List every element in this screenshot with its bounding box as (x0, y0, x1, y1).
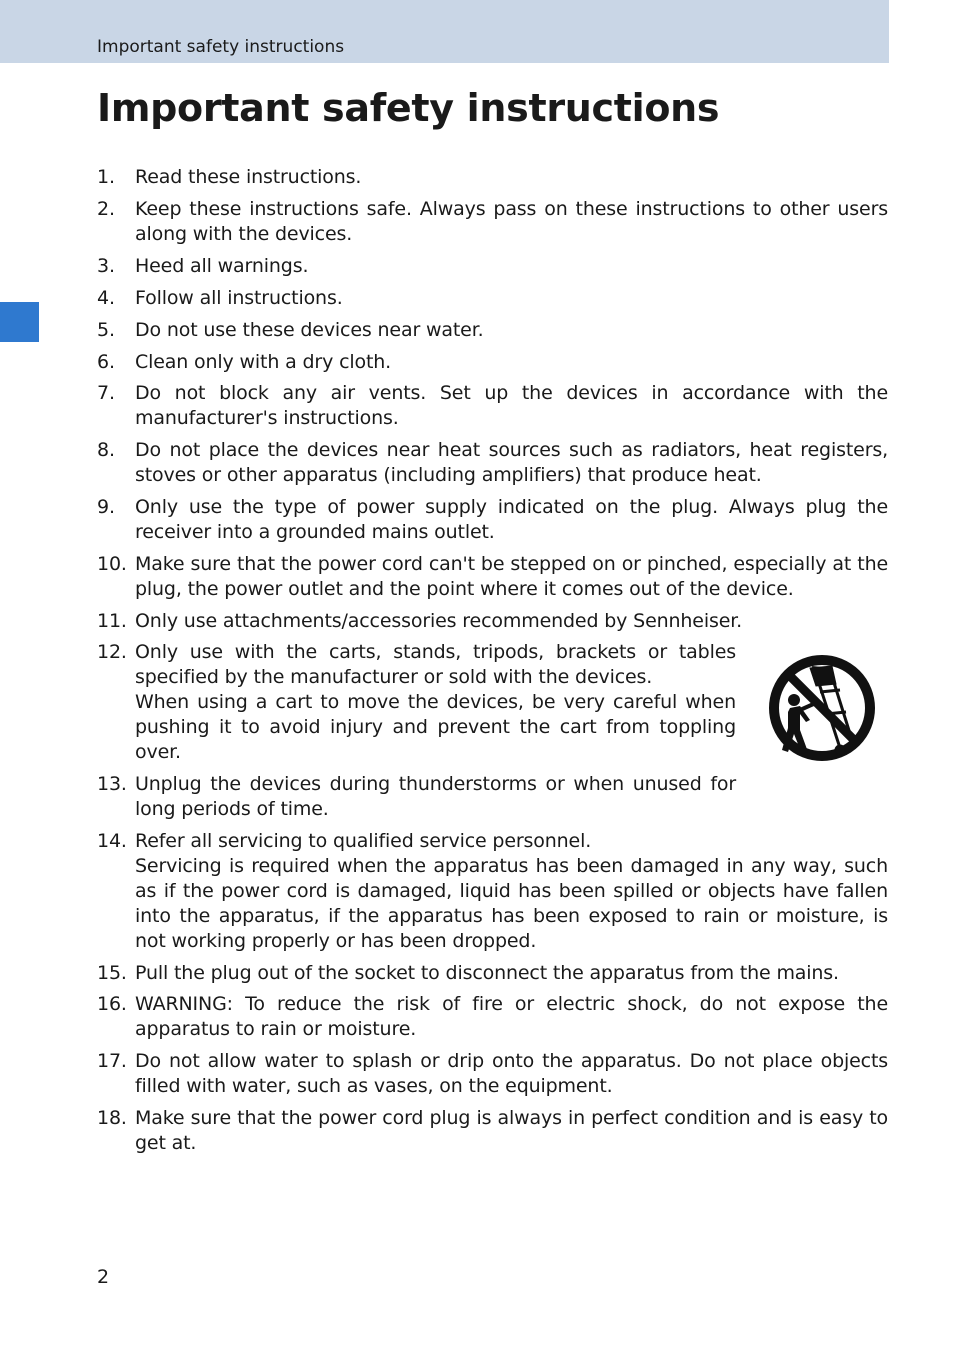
chapter-tab-marker (0, 302, 39, 342)
item-paragraph: Servicing is required when the apparatus has been damaged in any way, such as if the power cord is damaged, liquid has been spilled or objects have fallen into the apparatus, if the apparatus has been exposed to rain or moisture, is not working properly or has been dropped. (135, 855, 888, 952)
item-number: 6. (97, 351, 115, 373)
item-text: Do not allow water to splash or drip onto the apparatus. Do not place objects filled with water, such as vases, on the equipment. (135, 1050, 888, 1097)
list-item (97, 772, 736, 822)
list-item (97, 438, 888, 488)
item-text: Make sure that the power cord plug is always in perfect condition and is easy to get at. (135, 1107, 888, 1154)
item-text (135, 829, 888, 954)
item-text: Do not block any air vents. Set up the devices in accordance with the manufacturer's instructions. (135, 382, 888, 429)
item-number: 8. (97, 439, 115, 461)
item-number: 11. (97, 610, 127, 632)
item-number: 17. (97, 1050, 127, 1072)
item-paragraph: Refer all servicing to qualified service personnel. (135, 830, 592, 852)
item-number: 4. (97, 287, 115, 309)
list-item (97, 961, 888, 986)
list-item (97, 286, 888, 311)
item-text: Read these instructions. (135, 166, 362, 188)
item-text: Keep these instructions safe. Always pass on these instructions to other users along with the devices. (135, 198, 888, 245)
page-number: 2 (97, 1266, 110, 1288)
item-number: 1. (97, 166, 115, 188)
list-item (97, 1049, 888, 1099)
item-number: 7. (97, 382, 115, 404)
item-text: Clean only with a dry cloth. (135, 351, 392, 373)
page-title: Important safety instructions (97, 86, 720, 130)
item-text: Do not place the devices near heat sources such as radiators, heat registers, stoves or other apparatus (including amplifiers) that produce heat. (135, 439, 888, 486)
item-text: Heed all warnings. (135, 255, 309, 277)
list-item (97, 609, 888, 634)
item-number: 10. (97, 553, 127, 575)
list-item (97, 829, 888, 954)
item-text: Make sure that the power cord can't be stepped on or pinched, especially at the plug, the power outlet and the point where it comes out of the device. (135, 553, 888, 600)
item-paragraph: Only use with the carts, stands, tripods, brackets or tables specified by the manufacturer or sold with the devices. (135, 641, 736, 688)
item-text: WARNING: To reduce the risk of fire or electric shock, do not expose the apparatus to rain or moisture. (135, 993, 888, 1040)
list-item (97, 318, 888, 343)
item-text: Do not use these devices near water. (135, 319, 484, 341)
no-cart-tipover-icon (766, 648, 888, 768)
item-number: 12. (97, 641, 127, 663)
item-number: 5. (97, 319, 115, 341)
item-text: Only use the type of power supply indicated on the plug. Always plug the receiver into a grounded mains outlet. (135, 496, 888, 543)
list-item (97, 1106, 888, 1156)
list-item (97, 495, 888, 545)
list-item (97, 992, 888, 1042)
list-item (97, 350, 888, 375)
item-text: Unplug the devices during thunderstorms or when unused for long periods of time. (135, 773, 736, 820)
item-text: Pull the plug out of the socket to disconnect the apparatus from the mains. (135, 962, 839, 984)
item-text (135, 640, 736, 765)
list-item (97, 197, 888, 247)
item-number: 3. (97, 255, 115, 277)
list-item (97, 254, 888, 279)
item-text: Follow all instructions. (135, 287, 343, 309)
item-text: Only use attachments/accessories recommended by Sennheiser. (135, 610, 743, 632)
running-header: Important safety instructions (97, 37, 345, 57)
item-number: 16. (97, 993, 127, 1015)
item-number: 9. (97, 496, 115, 518)
list-item (97, 381, 888, 431)
list-item (97, 640, 736, 765)
item-number: 2. (97, 198, 115, 220)
item-paragraph: When using a cart to move the devices, be very careful when pushing it to avoid injury and prevent the cart from toppling over. (135, 691, 736, 763)
item-number: 15. (97, 962, 127, 984)
list-item (97, 552, 888, 602)
item-number: 18. (97, 1107, 127, 1129)
item-number: 14. (97, 830, 127, 852)
list-item (97, 165, 888, 190)
item-number: 13. (97, 773, 127, 795)
